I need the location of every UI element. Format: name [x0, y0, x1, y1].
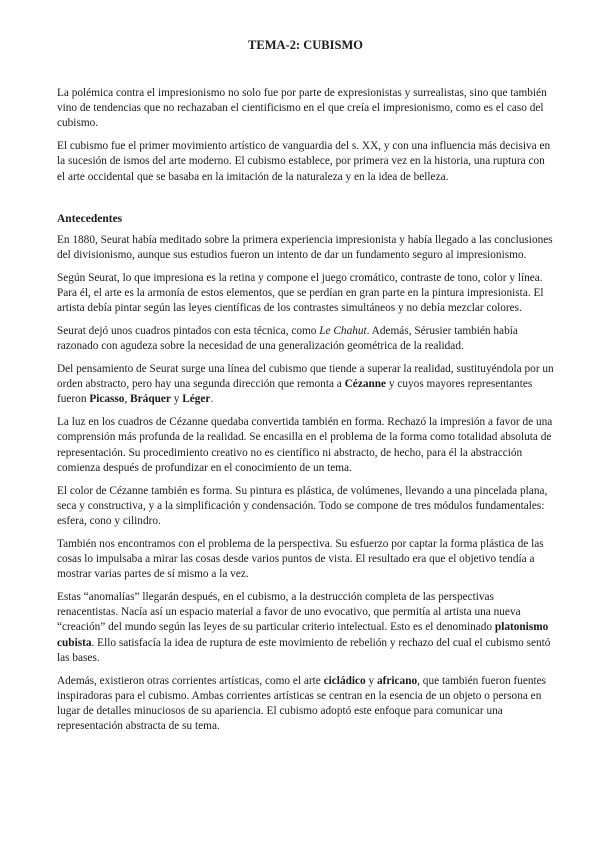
- text-run: y: [170, 393, 183, 406]
- paragraph-le-chahut: [57, 324, 554, 354]
- text-run: .: [210, 393, 214, 406]
- document-title: TEMA-2: CUBISMO: [248, 38, 363, 52]
- artist-picasso: Picasso: [89, 393, 125, 406]
- term-cicladico: cicládico: [323, 674, 366, 687]
- text-run: Además, existieron otras corrientes artísticas, como el arte: [57, 674, 324, 687]
- paragraph-luz: La luz en los cuadros de Cézanne quedaba convertida también en forma. Rechazó la impresión a favor de una comprensión más profunda de la realidad. Se encasilla en el problema de la forma como totalidad absoluta de representación. Su procedimiento creativo no es científico ni abstracto, de hecho, para él la abstracción comienza después de profundizar en el conocimiento de un tema.: [57, 416, 553, 474]
- paragraph-seurat-1880: En 1880, Seurat había meditado sobre la primera experiencia impresionista y había llegado a las conclusiones del divisionismo, aunque sus estudios fueron un intento de dar un fundamento seguro al impresionismo.: [57, 233, 553, 262]
- text-run: ,: [124, 393, 131, 406]
- paragraph-retina: Según Seurat, lo que impresiona es la retina y compone el juego cromático, contraste de tono, color y línea. Para él, el arte es la armonía de estos elementos, que se perdían en gran parte en la pintura impresionista. El artista debía pintar según las leyes científicas de los contrastes simultáneos y no debía mezclar colores.: [57, 271, 544, 315]
- text-run: y: [365, 674, 377, 687]
- section-heading-antecedentes: Antecedentes: [57, 212, 123, 225]
- artist-leger: Léger: [182, 393, 211, 406]
- text-run: Estas “anomalías” llegarán después, en el cubismo, a la destrucción completa de las perspectivas renacentistas. Nacía así un espacio material a favor de uno evocativo, que permitía al artista una nueva “creación” del mundo según las leyes de su particular criterio intelectual. Esto es el denominado: [57, 591, 521, 634]
- text-run: Del pensamiento de Seurat surge una línea del cubismo que tiende a superar la realidad, sustituyéndola por un orden abstracto, pero hay una segunda dirección que remonta a: [57, 363, 554, 391]
- paragraph-corrientes: [57, 674, 554, 735]
- intro-paragraph-2: El cubismo fue el primer movimiento artístico de vanguardia del s. XX, y con una influencia más decisiva en la sucesión de ismos del arte moderno. El cubismo establece, por primera vez en la historia, una ruptura con el arte occidental que se basaba en la imitación de la naturaleza y en la idea de belleza.: [57, 140, 551, 183]
- text-run: Seurat dejó unos cuadros pintados con esta técnica, como: [57, 325, 320, 338]
- term-africano: africano: [376, 674, 418, 687]
- text-run: . Además, Sérusier también había razonado con agudeza sobre la necesidad de una generalización geométrica de la realidad.: [57, 325, 518, 353]
- term-platonismo-cubista: platonismo cubista: [57, 621, 549, 649]
- artist-braque: Bráquer: [130, 393, 171, 406]
- paragraph-anomalias: [57, 590, 554, 666]
- artwork-title-le-chahut: Le Chahut: [319, 325, 367, 338]
- paragraph-color: El color de Cézanne también es forma. Su pintura es plástica, de volúmenes, llevando a una pincelada plana, seca y constructiva, y a la simplificación y condensación. Todo se compone de tres módulos fundamentales: esfera, cono y cilindro.: [57, 484, 548, 528]
- text-run: , que también fueron fuentes inspiradoras para el cubismo. Ambas corrientes artísticas se centran en la esencia de un objeto o persona en lugar de detalles minuciosos de su apariencia. El cubismo adoptó este enfoque para comunicar una representación abstracta de su tema.: [57, 674, 547, 733]
- artist-cezanne: Cézanne: [344, 378, 387, 391]
- intro-paragraph-1: La polémica contra el impresionismo no solo fue por parte de expresionistas y surrealistas, sino que también vino de tendencias que no rechazaban el cientificismo en el que creía el impresionismo, como es el caso del cubismo.: [57, 87, 547, 130]
- text-run: y cuyos mayores representantes fueron: [57, 378, 533, 406]
- paragraph-perspectiva: También nos encontramos con el problema de la perspectiva. Su esfuerzo por captar la forma plástica de las cosas lo impulsaba a mirar las cosas desde varios puntos de vista. El resultado era que el objetivo tendía a mostrar varias partes de sí mismo a la vez.: [57, 537, 544, 581]
- text-run: . Ello satisfacía la idea de ruptura de este movimiento de rebelión y rechazo del cual el cubismo sentó las bases.: [57, 636, 551, 664]
- paragraph-pensamiento: [57, 362, 554, 408]
